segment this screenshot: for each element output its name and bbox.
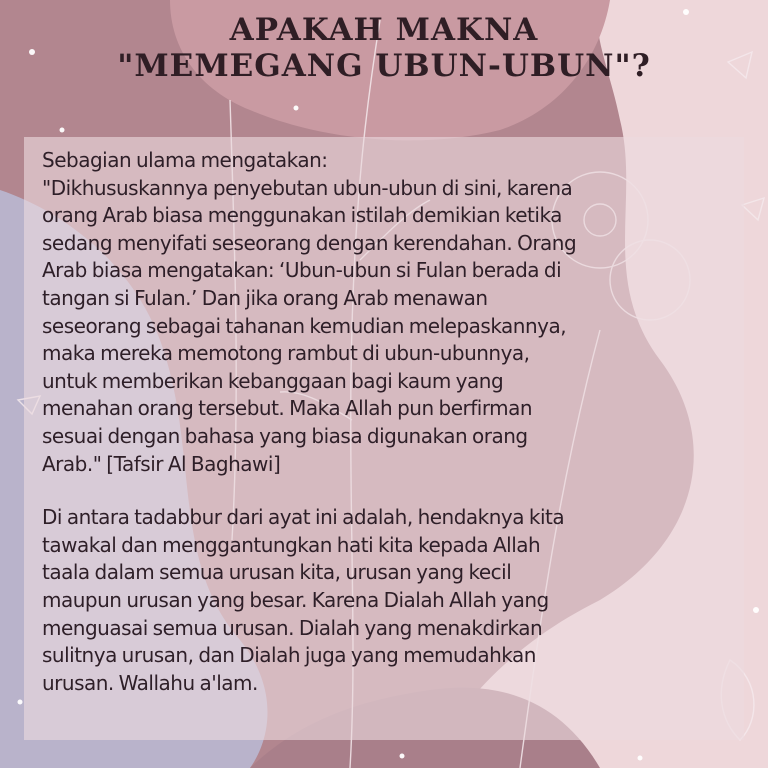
paragraph-quote: Sebagian ulama mengatakan: "Dikhususkannya penyebutan ubun-ubun di sini, karena orang Arab biasa menggunakan istilah demikian ketika sedang menyifati seseorang dengan kerendahan. Orang Arab biasa mengatakan: ‘Ubun-ubun si Fulan berada di tangan si Fulan.’ Dan jika orang Arab menawan seseorang sebagai tahanan kemudian melepaskannya, maka mereka memotong rambut di ubun-ubunnya, untuk memberikan kebanggaan bagi kaum yang menahan orang tersebut. Maka Allah pun berfirman sesuai dengan bahasa yang biasa digunakan orang Arab." [Tafsir Al Baghawi]: [42, 148, 577, 476]
dot: [18, 700, 23, 705]
dot: [753, 607, 759, 613]
paragraph-tadabbur: Di antara tadabbur dari ayat ini adalah, hendaknya kita tawakal dan menggantungkan hati kita kepada Allah taala dalam semua urusan kita, urusan yang kecil maupun urusan yang besar. Karena Dialah Allah yang menguasai semua urusan. Dialah yang menakdirkan sulitnya urusan, dan Dialah juga yang memudahkan urusan. Wallahu a'lam.: [42, 505, 565, 695]
article-body: [42, 147, 732, 697]
dot: [294, 106, 299, 111]
title-line-2: "MEMEGANG UBUN-UBUN"?: [117, 48, 651, 84]
dot: [60, 128, 65, 133]
dot: [638, 756, 643, 761]
page-title: [0, 12, 768, 84]
title-line-1: APAKAH MAKNA: [229, 12, 539, 48]
dot: [400, 754, 405, 759]
